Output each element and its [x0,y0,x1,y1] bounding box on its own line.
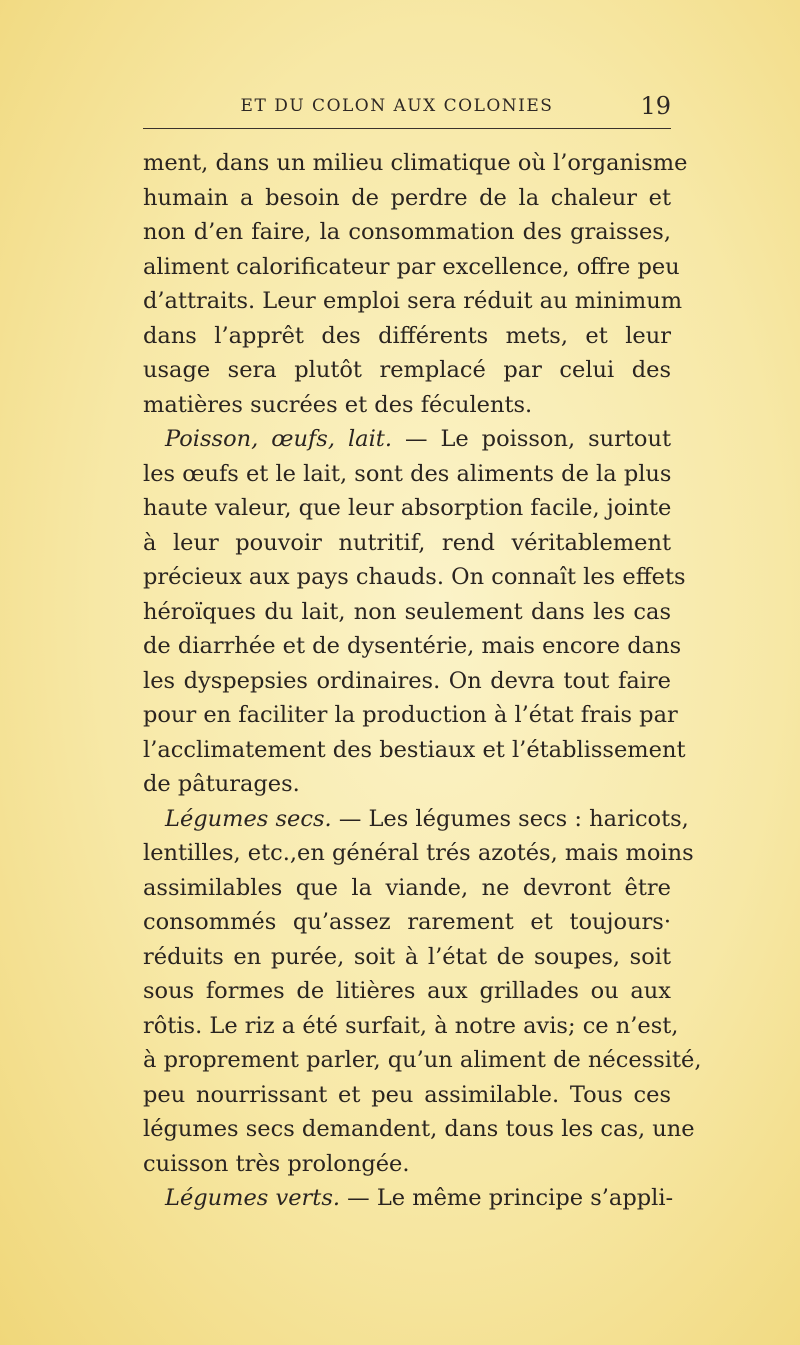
text-line: peu nourrissant et peu assimilable. Tous ces [143,1081,671,1108]
page-header [143,92,671,126]
text-line: d’attraits. Leur emploi sera réduit au minimum [143,288,683,314]
section-title: Poisson, œufs, lait. [165,426,392,452]
text-line: non d’en faire, la consommation des graisses, [143,219,671,245]
text-line: de diarrhée et de dysentérie, mais encore dans [143,633,682,659]
text-line: pour en faciliter la production à l’état frais par [143,702,678,728]
text-line: haute valeur, que leur absorption facile, jointe [143,495,672,521]
section-heading-line: Poisson, œufs, lait. — Le poisson, surtout [165,426,671,452]
text-line: usage sera plutôt remplacé par celui des [143,357,671,383]
text-line: cuisson très prolongée. [143,1150,410,1177]
text-line: réduits en purée, soit à l’état de soupes, soit [143,943,671,970]
text-line: à leur pouvoir nutritif, rend véritablement [143,529,671,556]
text-line: légumes secs demandent, dans tous les cas, une [143,1116,695,1142]
text-line: héroïques du lait, non seulement dans les cas [143,598,671,625]
text-line: les dyspepsies ordinaires. On devra tout faire [143,667,671,694]
text-line: les œufs et le lait, sont des aliments de la plus [143,460,672,487]
section-title: Légumes secs. [165,805,332,832]
text-line: ment, dans un milieu climatique où l’organisme [143,150,688,176]
running-head: ET DU COLON AUX COLONIES [240,96,554,116]
text-line: dans l’apprêt des différents mets, et leur [143,322,671,349]
text-line: rôtis. Le riz a été surfait, à notre avis; ce n’est, [143,1012,679,1039]
text-line: humain a besoin de perdre de la chaleur et [143,184,671,211]
section-heading-line: Légumes verts. — Le même principe s’appli- [165,1185,674,1211]
text-line: à proprement parler, qu’un aliment de nécessité, [143,1047,702,1073]
header-rule [143,128,671,129]
page-number: 19 [640,92,671,120]
body-text [143,146,702,1216]
text-line: l’acclimatement des bestiaux et l’établissement [143,736,686,763]
text-line: matières sucrées et des féculents. [143,391,533,418]
text-line: consommés qu’assez rarement et toujours· [143,909,671,935]
text-line: sous formes de litières aux grillades ou aux [143,978,671,1004]
text-line: assimilables que la viande, ne devront être [143,874,671,901]
text-line: précieux aux pays chauds. On connaît les effets [143,564,686,590]
text-line: de pâturages. [143,771,300,797]
text-line: lentilles, etc.,en général trés azotés, mais moins [143,840,694,866]
text-line: aliment calorificateur par excellence, offre peu [143,253,680,280]
section-title: Légumes verts. [165,1185,341,1211]
section-heading-line: Légumes secs. — Les légumes secs : haricots, [165,805,689,832]
